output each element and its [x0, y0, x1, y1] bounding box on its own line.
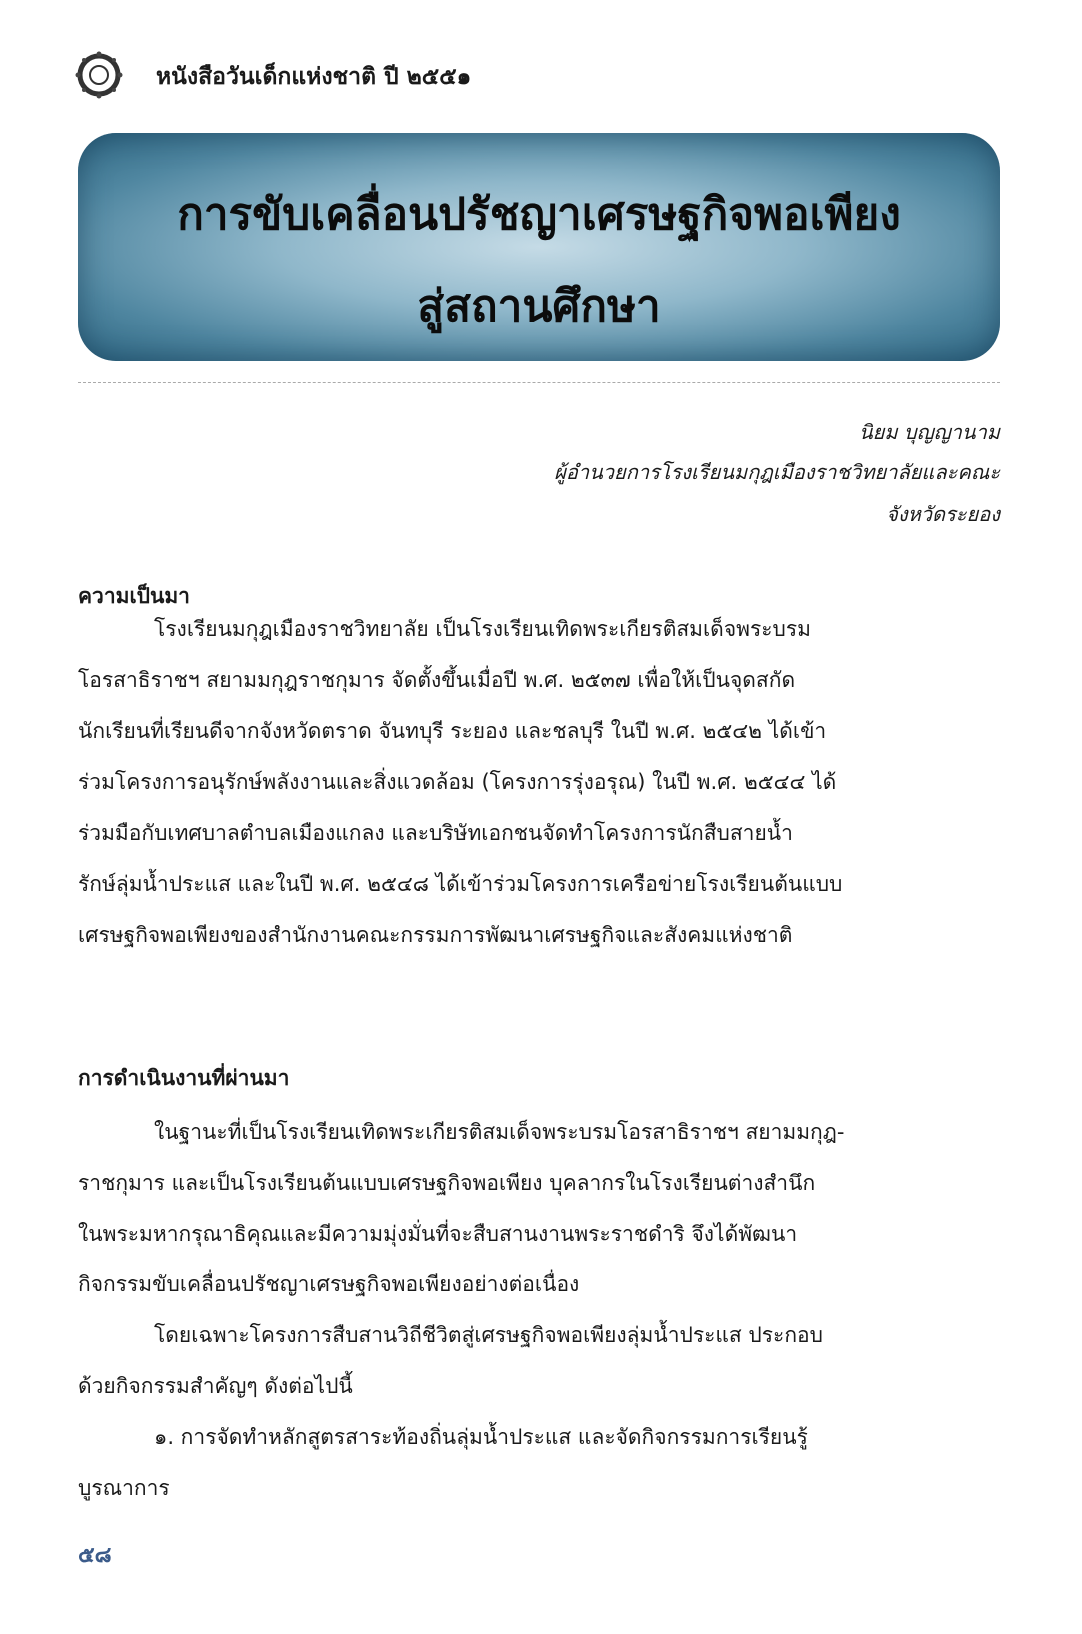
paragraph-line: นักเรียนที่เรียนดีจากจังหวัดตราด จันทบุรี ระยอง และชลบุรี ในปี พ.ศ. ๒๕๔๒ ได้เข้า	[78, 719, 827, 743]
section-heading-background: ความเป็นมา	[78, 584, 190, 608]
header-title: หนังสือวันเด็กแห่งชาติ ปี ๒๕๕๑	[156, 64, 472, 90]
author-name: นิยม บุญญานาม	[858, 420, 1000, 444]
section-heading-operations: การดำเนินงานที่ผ่านมา	[78, 1066, 290, 1090]
paragraph-line: เศรษฐกิจพอเพียงของสำนักงานคณะกรรมการพัฒนาเศรษฐกิจและสังคมแห่งชาติ	[78, 923, 793, 947]
author-position-line-2: จังหวัดระยอง	[886, 502, 1000, 526]
paragraph-line: ในฐานะที่เป็นโรงเรียนเทิดพระเกียรติสมเด็จพระบรมโอรสาธิราชฯ สยามมกุฎ-	[154, 1120, 845, 1144]
sun-emblem-icon	[74, 50, 124, 100]
title-line-1: การขับเคลื่อนปรัชญาเศรษฐกิจพอเพียง	[177, 189, 901, 240]
author-position-line-1: ผู้อำนวยการโรงเรียนมกุฎเมืองราชวิทยาลัยและคณะ	[554, 460, 1000, 484]
paragraph-line: รักษ์ลุ่มน้ำประแส และในปี พ.ศ. ๒๕๔๘ ได้เข้าร่วมโครงการเครือข่ายโรงเรียนต้นแบบ	[78, 872, 843, 896]
page-header	[74, 50, 774, 100]
paragraph-line: ร่วมมือกับเทศบาลตำบลเมืองแกลง และบริษัทเอกชนจัดทำโครงการนักสืบสายน้ำ	[78, 821, 793, 845]
list-item-line: ๑. การจัดทำหลักสูตรสาระท้องถิ่นลุ่มน้ำประแส และจัดกิจกรรมการเรียนรู้	[154, 1425, 808, 1449]
paragraph-line: โรงเรียนมกุฎเมืองราชวิทยาลัย เป็นโรงเรียนเทิดพระเกียรติสมเด็จพระบรม	[154, 617, 811, 641]
paragraph-line: โดยเฉพาะโครงการสืบสานวิถีชีวิตสู่เศรษฐกิจพอเพียงลุ่มน้ำประแส ประกอบ	[154, 1323, 823, 1347]
paragraph-line: โอรสาธิราชฯ สยามมกุฎราชกุมาร จัดตั้งขึ้นเมื่อปี พ.ศ. ๒๕๓๗ เพื่อให้เป็นจุดสกัด	[78, 668, 796, 692]
title-line-2: สู่สถานศึกษา	[417, 281, 661, 332]
paragraph-line: ร่วมโครงการอนุรักษ์พลังงานและสิ่งแวดล้อม (โครงการรุ่งอรุณ) ในปี พ.ศ. ๒๕๔๔ ได้	[78, 770, 837, 794]
paragraph-line: ราชกุมาร และเป็นโรงเรียนต้นแบบเศรษฐกิจพอเพียง บุคลากรในโรงเรียนต่างสำนึก	[78, 1171, 816, 1195]
paragraph-line: ในพระมหากรุณาธิคุณและมีความมุ่งมั่นที่จะสืบสานงานพระราชดำริ จึงได้พัฒนา	[78, 1222, 798, 1246]
paragraph-line: กิจกรรมขับเคลื่อนปรัชญาเศรษฐกิจพอเพียงอย่างต่อเนื่อง	[78, 1272, 580, 1296]
divider	[78, 382, 1000, 383]
list-item-line: บูรณาการ	[78, 1476, 170, 1500]
paragraph-line: ด้วยกิจกรรมสำคัญๆ ดังต่อไปนี้	[78, 1374, 353, 1398]
title-banner	[78, 133, 1000, 361]
page-number: ๕๘	[78, 1543, 112, 1568]
